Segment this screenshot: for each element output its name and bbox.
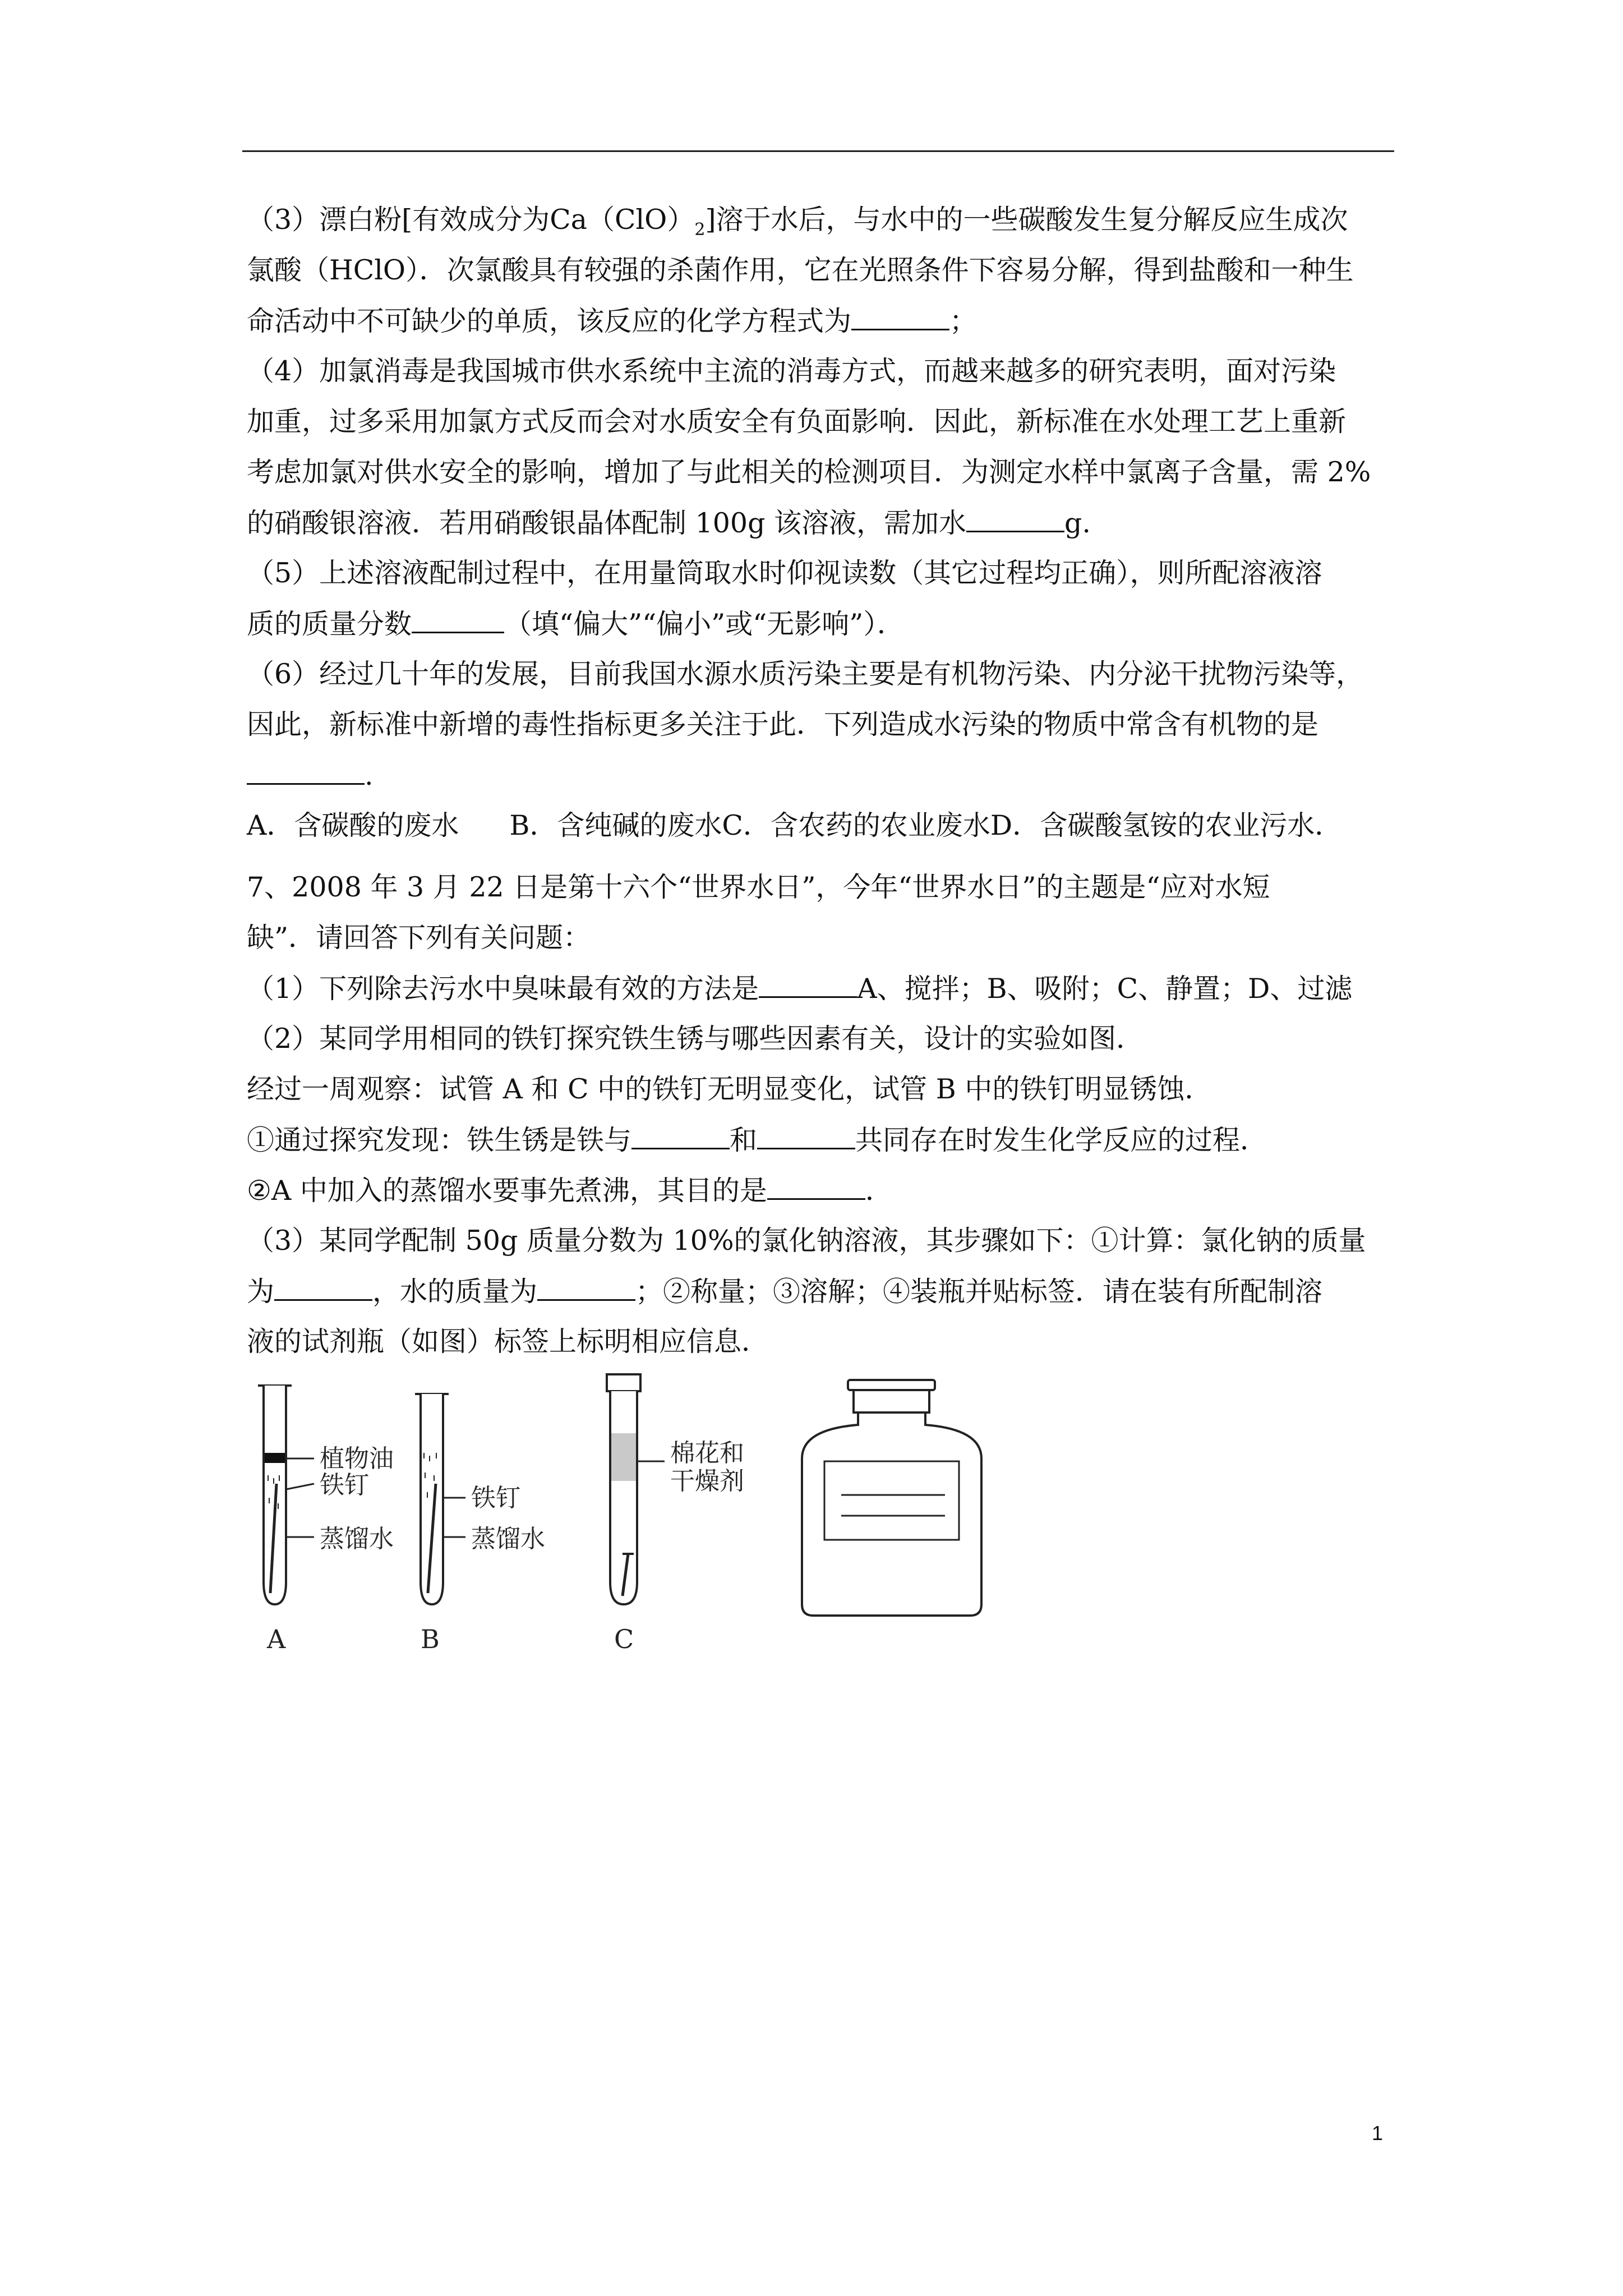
label-cotton-2: 干燥剂 bbox=[670, 1467, 744, 1496]
reagent-bottle bbox=[802, 1380, 981, 1616]
text-line: （3）某同学配制 50g 质量分数为 10%的氯化钠溶液，其步骤如下：①计算：氯化钠的质量 bbox=[247, 1225, 1366, 1257]
label-cotton-1: 棉花和 bbox=[670, 1439, 744, 1467]
option-b: B．含纯碱的废水 bbox=[509, 809, 722, 841]
option-a: A．含碳酸的废水 bbox=[247, 809, 459, 841]
option-d: D．含碳酸氢铵的农业污水． bbox=[990, 809, 1343, 841]
label-distilled-water-a: 蒸馏水 bbox=[320, 1525, 394, 1553]
answer-blank bbox=[631, 1123, 730, 1149]
bottle-label-area bbox=[824, 1461, 959, 1540]
text-line: 为 ，水的质量为 ；②称量；③溶解；④装瓶并贴标签．请在装有所配制溶 bbox=[247, 1276, 1323, 1308]
text-line: （3）漂白粉[有效成分为$Ca(ClO)_2$]溶于水后，与水中的一些碳酸发生复分解反应生成次 bbox=[247, 204, 1348, 240]
caption-a: A bbox=[267, 1624, 286, 1654]
text-line: （5）上述溶液配制过程中，在用量筒取水时仰视读数（其它过程均正确），则所配溶液溶 bbox=[247, 557, 1322, 589]
answer-blank bbox=[966, 506, 1064, 532]
answer-blank bbox=[274, 1274, 372, 1301]
text-line: 缺”．请回答下列有关问题： bbox=[247, 922, 591, 954]
option-c: C．含农药的农业废水 bbox=[722, 809, 990, 841]
text-line: （1）下列除去污水中臭味最有效的方法是 A、搅拌；B、吸附；C、静置；D、过滤 bbox=[247, 973, 1353, 1005]
header-rule bbox=[242, 150, 1394, 152]
answer-blank bbox=[757, 1123, 855, 1149]
answer-blank bbox=[767, 1174, 865, 1200]
text-line: 因此，新标准中新增的毒性指标更多关注于此．下列造成水污染的物质中常含有机物的是 bbox=[247, 708, 1319, 740]
answer-blank bbox=[759, 972, 857, 998]
experiment-figure bbox=[241, 1369, 998, 1660]
text-line: 命活动中不可缺少的单质，该反应的化学方程式为 ； bbox=[247, 305, 978, 337]
experiment-diagram bbox=[241, 1369, 998, 1660]
caption-c: C bbox=[614, 1624, 634, 1654]
text-line: 经过一周观察：试管 A 和 C 中的铁钉无明显变化，试管 B 中的铁钉明显锈蚀． bbox=[247, 1073, 1212, 1105]
text-line: （4）加氯消毒是我国城市供水系统中主流的消毒方式，而越来越多的研究表明，面对污染 bbox=[247, 355, 1336, 387]
options-line bbox=[247, 809, 1402, 843]
answer-blank bbox=[537, 1274, 635, 1301]
text-line: 加重，过多采用加氯方式反而会对水质安全有负面影响．因此，新标准在水处理工艺上重新 bbox=[247, 406, 1347, 438]
text-line: 考虑加氯对供水安全的影响，增加了与此相关的检测项目．为测定水样中氯离子含量，需 2% bbox=[247, 456, 1371, 488]
answer-blank bbox=[247, 758, 365, 785]
text-line: ②A 中加入的蒸馏水要事先煮沸，其目的是 ． bbox=[247, 1175, 893, 1207]
text-line: 7、2008 年 3 月 22 日是第十六个“世界水日”，今年“世界水日”的主题是“应对水短 bbox=[247, 871, 1270, 903]
label-distilled-water-b: 蒸馏水 bbox=[471, 1525, 545, 1553]
test-tube-a bbox=[258, 1386, 314, 1604]
label-vegetable-oil: 植物油 bbox=[320, 1444, 394, 1473]
text-line: 质的质量分数 （填“偏大”“偏小”或“无影响”）． bbox=[247, 608, 905, 640]
text-line: . bbox=[247, 758, 1402, 793]
answer-blank bbox=[851, 304, 949, 330]
label-iron-nail-a: 铁钉 bbox=[320, 1471, 369, 1499]
text-line: （2）某同学用相同的铁钉探究铁生锈与哪些因素有关，设计的实验如图． bbox=[247, 1023, 1144, 1055]
text-line: 的硝酸银溶液．若用硝酸银晶体配制 100g 该溶液，需加水 g. bbox=[247, 507, 1091, 539]
caption-b: B bbox=[421, 1624, 440, 1654]
answer-blank bbox=[412, 607, 504, 633]
test-tube-c bbox=[607, 1374, 665, 1604]
text-line: 液的试剂瓶（如图）标签上标明相应信息． bbox=[247, 1326, 769, 1358]
text-line: ①通过探究发现：铁生锈是铁与 和 共同存在时发生化学反应的过程． bbox=[247, 1124, 1268, 1156]
page-number: 1 bbox=[1372, 2122, 1384, 2145]
text-line: 氯酸（HClO）．次氯酸具有较强的杀菌作用，它在光照条件下容易分解，得到盐酸和一种生 bbox=[247, 254, 1354, 286]
text-line: （6）经过几十年的发展，目前我国水源水质污染主要是有机物污染、内分泌干扰物污染等， bbox=[247, 658, 1364, 690]
label-iron-nail-b: 铁钉 bbox=[471, 1484, 520, 1512]
test-tube-b bbox=[415, 1394, 465, 1604]
